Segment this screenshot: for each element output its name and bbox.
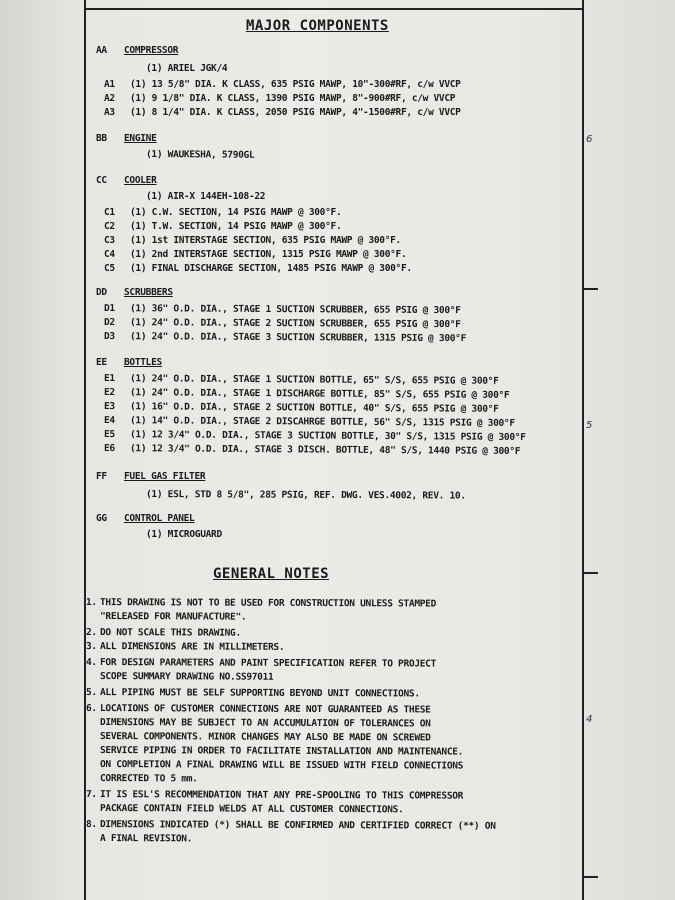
general-note-line bbox=[100, 802, 404, 817]
frame-right-border bbox=[582, 0, 584, 900]
note-text: A FINAL REVISION. bbox=[99, 833, 193, 845]
component-line bbox=[104, 442, 520, 459]
item-text: (1) MICROGUARD bbox=[146, 529, 222, 540]
item-code: D1 bbox=[103, 303, 115, 315]
item-text: (1) C.W. SECTION, 14 PSIG MAWP @ 300°F. bbox=[130, 207, 342, 218]
item-text: (1) 16" O.D. DIA., STAGE 2 SUCTION BOTTLE, 40" S/S, 655 PSIG @ 300°F bbox=[129, 401, 499, 415]
item-code: D3 bbox=[103, 331, 115, 343]
note-number: 3. bbox=[85, 641, 97, 653]
section-code: AA bbox=[96, 45, 107, 56]
component-line bbox=[104, 220, 341, 234]
section-code: GG bbox=[96, 513, 107, 524]
component-line bbox=[104, 330, 466, 346]
component-line bbox=[146, 62, 227, 76]
note-number: 5. bbox=[85, 687, 97, 699]
item-code: E2 bbox=[103, 387, 115, 399]
item-text: (1) 36" O.D. DIA., STAGE 1 SUCTION SCRUBBER, 655 PSIG @ 300°F bbox=[129, 303, 461, 317]
zone-tick bbox=[582, 572, 598, 574]
component-line bbox=[104, 92, 455, 106]
general-note-line bbox=[100, 832, 192, 846]
item-code: A2 bbox=[104, 93, 115, 104]
section-label: COOLER bbox=[124, 175, 157, 186]
item-text: (1) 2nd INTERSTAGE SECTION, 1315 PSIG MAWP @ 300°F. bbox=[130, 249, 407, 260]
component-line bbox=[104, 234, 401, 248]
item-text: (1) ESL, STD 8 5/8", 285 PSIG, REF. DWG. VES.4002, REV. 10. bbox=[145, 489, 466, 502]
section-label: FUEL GAS FILTER bbox=[124, 471, 206, 482]
section-header bbox=[96, 470, 205, 484]
item-text: (1) 12 3/4" O.D. DIA., STAGE 3 SUCTION BOTTLE, 30" S/S, 1315 PSIG @ 300°F bbox=[129, 429, 526, 444]
item-text: (1) 8 1/4" DIA. K CLASS, 2050 PSIG MAWP, 4"-1500#RF, c/w VVCP bbox=[130, 107, 461, 118]
note-text: THIS DRAWING IS NOT TO BE USED FOR CONSTRUCTION UNLESS STAMPED bbox=[99, 597, 437, 610]
item-code: C3 bbox=[104, 235, 115, 246]
general-note-line bbox=[100, 758, 463, 774]
section-code: EE bbox=[96, 357, 107, 368]
item-text: (1) T.W. SECTION, 14 PSIG MAWP @ 300°F. bbox=[130, 221, 342, 232]
zone-tick bbox=[582, 288, 598, 290]
section-code: CC bbox=[96, 175, 107, 186]
general-note-line bbox=[86, 626, 241, 641]
general-note-line bbox=[100, 772, 198, 786]
component-line bbox=[104, 248, 406, 262]
item-code: C4 bbox=[104, 249, 115, 260]
item-text: (1) FINAL DISCHARGE SECTION, 1485 PSIG MAWP @ 300°F. bbox=[130, 263, 412, 274]
component-line bbox=[104, 206, 341, 220]
note-text: DIMENSIONS MAY BE SUBJECT TO AN ACCUMULATION OF TOLERANCES ON bbox=[99, 717, 431, 730]
section-header bbox=[96, 356, 162, 370]
note-text: CORRECTED TO 5 mm. bbox=[99, 773, 198, 785]
component-line bbox=[146, 488, 466, 504]
item-code: E5 bbox=[103, 429, 115, 441]
note-text: DIMENSIONS INDICATED (*) SHALL BE CONFIRMED AND CERTIFIED CORRECT (**) ON bbox=[99, 819, 496, 832]
component-line bbox=[104, 262, 412, 276]
item-code: E1 bbox=[103, 373, 115, 385]
component-line bbox=[146, 190, 265, 204]
general-note-line bbox=[100, 730, 431, 745]
section-header bbox=[96, 286, 173, 300]
section-header bbox=[96, 512, 194, 526]
general-note-line bbox=[100, 744, 463, 760]
component-line bbox=[104, 78, 461, 92]
frame-left-border bbox=[84, 0, 86, 900]
note-text: SEVERAL COMPONENTS. MINOR CHANGES MAY ALSO BE MADE ON SCREWED bbox=[99, 731, 431, 744]
note-number: 8. bbox=[85, 819, 97, 831]
item-code: E3 bbox=[103, 401, 115, 413]
note-number: 6. bbox=[85, 703, 97, 715]
item-code: E4 bbox=[103, 415, 115, 427]
section-code: DD bbox=[96, 287, 107, 298]
item-text: (1) 12 3/4" O.D. DIA., STAGE 3 DISCH. BOTTLE, 48" S/S, 1440 PSIG @ 300°F bbox=[129, 443, 521, 457]
item-code: C2 bbox=[104, 221, 115, 232]
section-label: ENGINE bbox=[124, 133, 157, 144]
component-line bbox=[104, 106, 461, 120]
item-code: A1 bbox=[104, 79, 115, 90]
section-label: SCRUBBERS bbox=[124, 287, 173, 298]
note-text: LOCATIONS OF CUSTOMER CONNECTIONS ARE NOT GUARANTEED AS THESE bbox=[99, 703, 431, 716]
note-text: FOR DESIGN PARAMETERS AND PAINT SPECIFICATION REFER TO PROJECT bbox=[99, 657, 437, 670]
item-code: E6 bbox=[103, 443, 115, 455]
item-code: C1 bbox=[104, 207, 115, 218]
note-number: 2. bbox=[85, 627, 97, 639]
item-text: (1) 13 5/8" DIA. K CLASS, 635 PSIG MAWP, 10"-300#RF, c/w VVCP bbox=[130, 79, 461, 90]
item-text: (1) 14" O.D. DIA., STAGE 2 DISCAHRGE BOTTLE, 56" S/S, 1315 PSIG @ 300°F bbox=[129, 415, 515, 429]
note-text: IT IS ESL'S RECOMMENDATION THAT ANY PRE-SPOOLING TO THIS COMPRESSOR bbox=[99, 789, 464, 802]
item-text: (1) 1st INTERSTAGE SECTION, 635 PSIG MAWP @ 300°F. bbox=[130, 235, 401, 246]
note-number: 4. bbox=[85, 657, 97, 669]
zone-marker: 5 bbox=[586, 420, 593, 431]
general-note-line bbox=[100, 670, 273, 685]
item-text: (1) ARIEL JGK/4 bbox=[146, 63, 228, 74]
note-text: ALL PIPING MUST BE SELF SUPPORTING BEYOND UNIT CONNECTIONS. bbox=[99, 687, 420, 700]
note-number: 1. bbox=[85, 597, 97, 609]
zone-marker: 6 bbox=[586, 134, 593, 145]
item-code: C5 bbox=[104, 263, 115, 274]
frame-top-border bbox=[84, 0, 584, 10]
item-text: (1) AIR-X 144EH-108-22 bbox=[146, 191, 266, 202]
general-note-line bbox=[86, 686, 420, 701]
section-header bbox=[96, 44, 178, 58]
major-components-title: MAJOR COMPONENTS bbox=[246, 18, 389, 34]
item-text: (1) 9 1/8" DIA. K CLASS, 1390 PSIG MAWP, 8"-900#RF, c/w VVCP bbox=[130, 93, 456, 104]
note-text: SCOPE SUMMARY DRAWING NO.SS97011 bbox=[99, 671, 274, 683]
section-label: BOTTLES bbox=[124, 357, 162, 368]
section-header bbox=[96, 174, 157, 188]
item-code: A3 bbox=[104, 107, 115, 118]
zone-marker: 4 bbox=[586, 714, 593, 725]
item-code: D2 bbox=[103, 317, 115, 329]
item-text: (1) 24" O.D. DIA., STAGE 1 DISCHARGE BOTTLE, 85" S/S, 655 PSIG @ 300°F bbox=[129, 387, 510, 401]
section-label: COMPRESSOR bbox=[124, 45, 179, 56]
section-label: CONTROL PANEL bbox=[124, 513, 195, 524]
item-text: (1) 24" O.D. DIA., STAGE 3 SUCTION SCRUBBER, 1315 PSIG @ 300°F bbox=[129, 331, 467, 345]
note-text: DO NOT SCALE THIS DRAWING. bbox=[99, 627, 241, 639]
note-text: ALL DIMENSIONS ARE IN MILLIMETERS. bbox=[99, 641, 285, 653]
general-note-line bbox=[86, 640, 284, 655]
note-number: 7. bbox=[85, 789, 97, 801]
general-note-line bbox=[100, 610, 246, 625]
section-code: FF bbox=[96, 471, 107, 482]
item-text: (1) 24" O.D. DIA., STAGE 2 SUCTION SCRUBBER, 655 PSIG @ 300°F bbox=[129, 317, 461, 331]
note-text: ON COMPLETION A FINAL DRAWING WILL BE ISSUED WITH FIELD CONNECTIONS bbox=[99, 759, 464, 772]
general-note-line bbox=[100, 716, 431, 731]
general-notes-title: GENERAL NOTES bbox=[213, 566, 330, 582]
zone-tick bbox=[582, 876, 598, 878]
component-line bbox=[146, 148, 254, 163]
section-code: BB bbox=[96, 133, 107, 144]
item-text: (1) 24" O.D. DIA., STAGE 1 SUCTION BOTTLE, 65" S/S, 655 PSIG @ 300°F bbox=[129, 373, 499, 387]
item-text: (1) WAUKESHA, 5790GL bbox=[145, 149, 255, 161]
note-text: SERVICE PIPING IN ORDER TO FACILITATE INSTALLATION AND MAINTENANCE. bbox=[99, 745, 464, 758]
section-header bbox=[96, 132, 157, 146]
note-text: "RELEASED FOR MANUFACTURE". bbox=[99, 611, 247, 623]
note-text: PACKAGE CONTAIN FIELD WELDS AT ALL CUSTOMER CONNECTIONS. bbox=[99, 803, 404, 816]
component-line bbox=[146, 528, 222, 542]
